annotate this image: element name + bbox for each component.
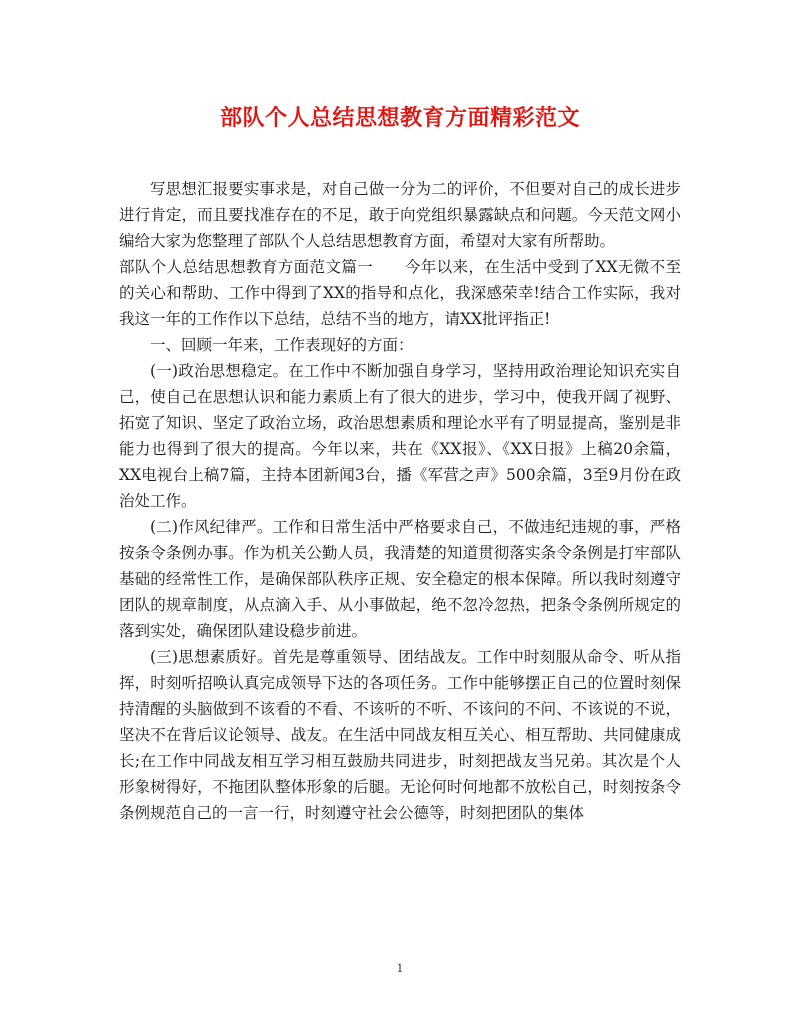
paragraph-discipline: (二)作风纪律严。工作和日常生活中严格要求自己，不做违纪违规的事，严格按条令条例办事。作为机关公勤人员，我清楚的知道贯彻落实条令条例是打牢部队基础的经常性工作，是确保部队秩序正规、安全稳定的根本保障。所以我时刻遵守团队的规章制度，从点滴入手、从小事做起，绝不忽冷忽热，把条令条例所规定的落到实处，确保团队建设稳步前进。 bbox=[119, 518, 681, 640]
paragraph-intro: 写思想汇报要实事求是，对自己做一分为二的评价，不但要对自己的成长进步进行肯定，而且要找准存在的不足，敢于向党组织暴露缺点和问题。今天范文网小编给大家为您整理了部队个人总结思想教育方面，希望对大家有所帮助。 bbox=[119, 180, 681, 250]
paragraph-review-heading: 一、回顾一年来，工作表现好的方面： bbox=[150, 336, 414, 354]
document-body bbox=[119, 176, 681, 826]
paragraph-thought: (三)思想素质好。首先是尊重领导、团结战友。工作中时刻服从命令、听从指挥，时刻听招唤认真完成领导下达的各项任务。工作中能够摆正自己的位置时刻保持清醒的头脑做到不该看的不看、不该听的不听、不该问的不问、不该说的不说，坚决不在背后议论领导、战友。在生活中同战友相互关心、相互帮助、共同健康成长;在工作中同战友相互学习相互鼓励共同进步，时刻把战友当兄弟。其次是个人形象树得好，不拖团队整体形象的后腿。无论何时何地都不放松自己，时刻按条令条例规范自己的一言一行，时刻遵守社会公德等，时刻把团队的集体 bbox=[119, 648, 681, 822]
page-number: 1 bbox=[396, 962, 404, 975]
paragraph-political: (一)政治思想稳定。在工作中不断加强自身学习，坚持用政治理论知识充实自己，使自己在思想认识和能力素质上有了很大的进步，学习中，使我开阔了视野、拓宽了知识、坚定了政治立场，政治思想素质和理论水平有了明显提高，鉴别是非能力也得到了很大的提高。今年以来，共在《XX报》、《XX日报》上稿20余篇，XX电视台上稿7篇，主持本团新闻3台，播《军营之声》500余篇，3至9月份在政治处工作。 bbox=[119, 362, 681, 510]
paragraph-section-one: 部队个人总结思想教育方面范文篇一 今年以来，在生活中受到了XX无微不至的关心和帮助、工作中得到了XX的指导和点化，我深感荣幸!结合工作实际，我对我这一年的工作作以下总结，总结不当的地方，请XX批评指正! bbox=[119, 258, 681, 328]
page-title: 部队个人总结思想教育方面精彩范文 bbox=[219, 105, 580, 131]
